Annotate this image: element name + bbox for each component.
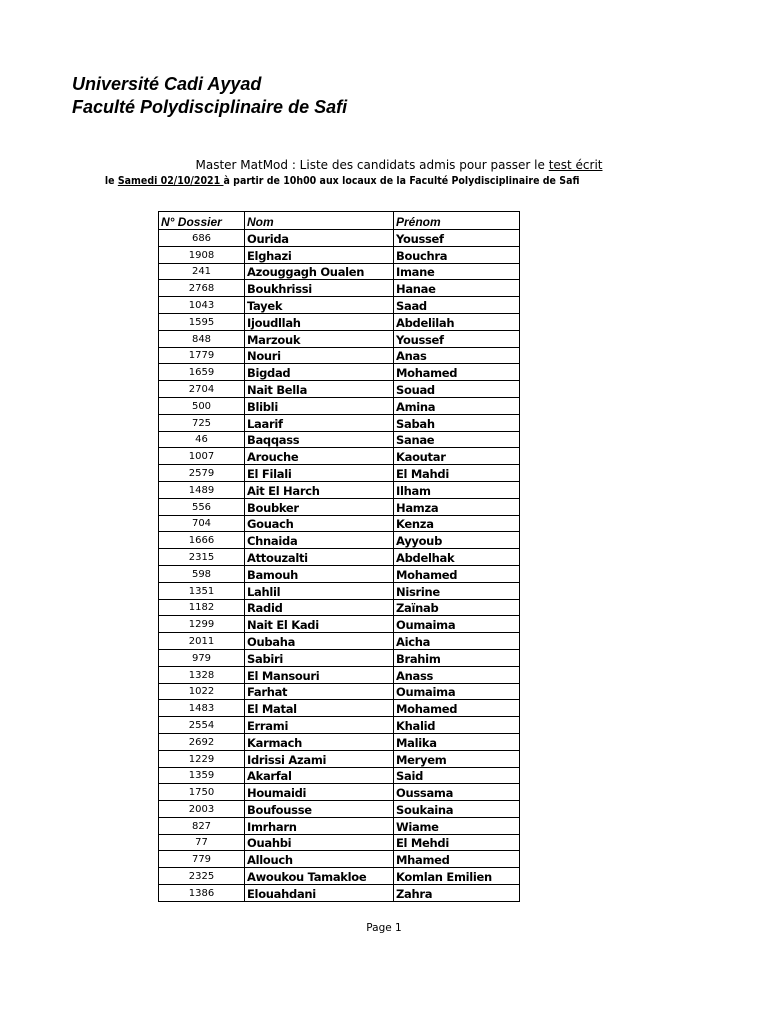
- cell-nom: Karmach: [245, 733, 394, 750]
- cell-nom: Tayek: [245, 297, 394, 314]
- cell-dossier-number: 704: [159, 515, 245, 532]
- cell-dossier-number: 2003: [159, 801, 245, 818]
- cell-dossier-number: 1043: [159, 297, 245, 314]
- cell-dossier-number: 2768: [159, 280, 245, 297]
- cell-prenom: Oussama: [394, 784, 520, 801]
- cell-dossier-number: 556: [159, 498, 245, 515]
- table-row: [159, 515, 520, 532]
- table-row: [159, 767, 520, 784]
- cell-dossier-number: 2315: [159, 549, 245, 566]
- cell-nom: Akarfal: [245, 767, 394, 784]
- cell-prenom: Saad: [394, 297, 520, 314]
- table-row: [159, 481, 520, 498]
- cell-nom: Awoukou Tamakloe: [245, 868, 394, 885]
- table-row: [159, 397, 520, 414]
- cell-dossier-number: 1779: [159, 347, 245, 364]
- cell-dossier-number: 2325: [159, 868, 245, 885]
- cell-nom: Boufousse: [245, 801, 394, 818]
- cell-dossier-number: 848: [159, 330, 245, 347]
- cell-nom: Azouggagh Oualen: [245, 263, 394, 280]
- cell-prenom: Aicha: [394, 633, 520, 650]
- cell-prenom: Anas: [394, 347, 520, 364]
- document-header: [72, 73, 347, 119]
- cell-dossier-number: 2692: [159, 733, 245, 750]
- table-row: [159, 448, 520, 465]
- candidates-table: [158, 211, 520, 902]
- cell-dossier-number: 1489: [159, 481, 245, 498]
- cell-nom: Boukhrissi: [245, 280, 394, 297]
- cell-prenom: Kaoutar: [394, 448, 520, 465]
- column-header-prenom: Prénom: [394, 212, 520, 230]
- cell-prenom: Oumaima: [394, 683, 520, 700]
- cell-nom: Allouch: [245, 851, 394, 868]
- cell-nom: Blibli: [245, 397, 394, 414]
- cell-prenom: Komlan Emilien: [394, 868, 520, 885]
- table-row: [159, 599, 520, 616]
- table-row: [159, 347, 520, 364]
- cell-nom: El Filali: [245, 465, 394, 482]
- cell-nom: Nait El Kadi: [245, 616, 394, 633]
- cell-nom: Arouche: [245, 448, 394, 465]
- cell-dossier-number: 1750: [159, 784, 245, 801]
- cell-nom: Ouahbi: [245, 834, 394, 851]
- cell-prenom: Ayyoub: [394, 532, 520, 549]
- table-row: [159, 532, 520, 549]
- table-row: [159, 313, 520, 330]
- cell-nom: Bigdad: [245, 364, 394, 381]
- notice-title: [0, 158, 768, 172]
- table-row: [159, 801, 520, 818]
- cell-dossier-number: 241: [159, 263, 245, 280]
- table-row: [159, 817, 520, 834]
- cell-nom: Errami: [245, 717, 394, 734]
- cell-dossier-number: 2704: [159, 381, 245, 398]
- table-row: [159, 263, 520, 280]
- notice-exam-type: test écrit: [548, 158, 603, 172]
- table-row: [159, 666, 520, 683]
- cell-prenom: Meryem: [394, 750, 520, 767]
- cell-dossier-number: 1595: [159, 313, 245, 330]
- cell-nom: Attouzalti: [245, 549, 394, 566]
- cell-dossier-number: 1483: [159, 700, 245, 717]
- notice-schedule-prefix: le: [104, 174, 118, 187]
- cell-dossier-number: 2554: [159, 717, 245, 734]
- cell-dossier-number: 2011: [159, 633, 245, 650]
- cell-nom: Bamouh: [245, 565, 394, 582]
- cell-nom: El Matal: [245, 700, 394, 717]
- notice-schedule: [43, 174, 703, 187]
- table-row: [159, 246, 520, 263]
- table-row: [159, 414, 520, 431]
- cell-nom: Lahlil: [245, 582, 394, 599]
- notice-schedule-details: à partir de 10h00 aux locaux de la Faculté Polydisciplinaire de Safi: [223, 174, 580, 187]
- cell-nom: Chnaida: [245, 532, 394, 549]
- cell-nom: Idrissi Azami: [245, 750, 394, 767]
- table-row: [159, 465, 520, 482]
- cell-prenom: Youssef: [394, 230, 520, 247]
- notice-title-text: Master MatMod : Liste des candidats admis pour passer le: [195, 158, 549, 172]
- cell-prenom: Zahra: [394, 885, 520, 902]
- cell-nom: Nait Bella: [245, 381, 394, 398]
- cell-dossier-number: 686: [159, 230, 245, 247]
- table-row: [159, 498, 520, 515]
- cell-prenom: Souad: [394, 381, 520, 398]
- cell-prenom: El Mehdi: [394, 834, 520, 851]
- cell-dossier-number: 1666: [159, 532, 245, 549]
- cell-prenom: Mohamed: [394, 565, 520, 582]
- cell-prenom: El Mahdi: [394, 465, 520, 482]
- cell-prenom: Zaïnab: [394, 599, 520, 616]
- cell-nom: Gouach: [245, 515, 394, 532]
- cell-dossier-number: 827: [159, 817, 245, 834]
- cell-nom: Ait El Harch: [245, 481, 394, 498]
- cell-prenom: Imane: [394, 263, 520, 280]
- cell-prenom: Wiame: [394, 817, 520, 834]
- table-row: [159, 330, 520, 347]
- cell-dossier-number: 1022: [159, 683, 245, 700]
- table-row: [159, 750, 520, 767]
- cell-prenom: Amina: [394, 397, 520, 414]
- cell-nom: Ourida: [245, 230, 394, 247]
- table-row: [159, 851, 520, 868]
- table-body: [159, 230, 520, 902]
- cell-dossier-number: 1386: [159, 885, 245, 902]
- cell-nom: Marzouk: [245, 330, 394, 347]
- notice-exam-date: Samedi 02/10/2021: [117, 174, 224, 187]
- cell-dossier-number: 1908: [159, 246, 245, 263]
- cell-prenom: Oumaima: [394, 616, 520, 633]
- table-row: [159, 885, 520, 902]
- cell-dossier-number: 725: [159, 414, 245, 431]
- cell-prenom: Soukaina: [394, 801, 520, 818]
- table-row: [159, 381, 520, 398]
- cell-nom: Baqqass: [245, 431, 394, 448]
- cell-dossier-number: 1351: [159, 582, 245, 599]
- table-row: [159, 549, 520, 566]
- cell-prenom: Khalid: [394, 717, 520, 734]
- cell-prenom: Youssef: [394, 330, 520, 347]
- table-header-row: [159, 212, 520, 230]
- cell-nom: El Mansouri: [245, 666, 394, 683]
- cell-dossier-number: 779: [159, 851, 245, 868]
- cell-dossier-number: 1182: [159, 599, 245, 616]
- cell-prenom: Abdelhak: [394, 549, 520, 566]
- cell-dossier-number: 77: [159, 834, 245, 851]
- cell-prenom: Anass: [394, 666, 520, 683]
- table-row: [159, 700, 520, 717]
- cell-nom: Farhat: [245, 683, 394, 700]
- cell-nom: Nouri: [245, 347, 394, 364]
- table-row: [159, 616, 520, 633]
- table-row: [159, 230, 520, 247]
- cell-prenom: Mhamed: [394, 851, 520, 868]
- cell-dossier-number: 1007: [159, 448, 245, 465]
- cell-nom: Imrharn: [245, 817, 394, 834]
- cell-dossier-number: 46: [159, 431, 245, 448]
- table-row: [159, 834, 520, 851]
- cell-prenom: Malika: [394, 733, 520, 750]
- table-row: [159, 784, 520, 801]
- cell-prenom: Mohamed: [394, 700, 520, 717]
- table-row: [159, 683, 520, 700]
- cell-prenom: Sabah: [394, 414, 520, 431]
- cell-prenom: Hanae: [394, 280, 520, 297]
- cell-dossier-number: 598: [159, 565, 245, 582]
- table-row: [159, 717, 520, 734]
- faculty-name: Faculté Polydisciplinaire de Safi: [72, 97, 348, 117]
- cell-prenom: Bouchra: [394, 246, 520, 263]
- cell-nom: Elghazi: [245, 246, 394, 263]
- university-name: Université Cadi Ayyad: [72, 74, 262, 94]
- table-row: [159, 431, 520, 448]
- cell-prenom: Kenza: [394, 515, 520, 532]
- cell-prenom: Hamza: [394, 498, 520, 515]
- cell-dossier-number: 979: [159, 649, 245, 666]
- cell-nom: Oubaha: [245, 633, 394, 650]
- table-row: [159, 582, 520, 599]
- table-row: [159, 297, 520, 314]
- table-row: [159, 868, 520, 885]
- cell-nom: Elouahdani: [245, 885, 394, 902]
- table-row: [159, 364, 520, 381]
- cell-prenom: Brahim: [394, 649, 520, 666]
- cell-nom: Houmaidi: [245, 784, 394, 801]
- cell-prenom: Abdelilah: [394, 313, 520, 330]
- cell-prenom: Ilham: [394, 481, 520, 498]
- cell-dossier-number: 1328: [159, 666, 245, 683]
- table-row: [159, 565, 520, 582]
- cell-dossier-number: 500: [159, 397, 245, 414]
- cell-nom: Laarif: [245, 414, 394, 431]
- cell-nom: Boubker: [245, 498, 394, 515]
- table-row: [159, 649, 520, 666]
- cell-nom: Sabiri: [245, 649, 394, 666]
- table-row: [159, 733, 520, 750]
- cell-dossier-number: 2579: [159, 465, 245, 482]
- cell-dossier-number: 1359: [159, 767, 245, 784]
- cell-nom: Ijoudllah: [245, 313, 394, 330]
- cell-dossier-number: 1659: [159, 364, 245, 381]
- column-header-dossier: N° Dossier: [159, 212, 245, 230]
- cell-prenom: Nisrine: [394, 582, 520, 599]
- page-number: Page 1: [366, 922, 402, 934]
- table-row: [159, 280, 520, 297]
- cell-dossier-number: 1299: [159, 616, 245, 633]
- cell-nom: Radid: [245, 599, 394, 616]
- column-header-nom: Nom: [245, 212, 394, 230]
- table-row: [159, 633, 520, 650]
- cell-prenom: Said: [394, 767, 520, 784]
- cell-prenom: Sanae: [394, 431, 520, 448]
- cell-prenom: Mohamed: [394, 364, 520, 381]
- cell-dossier-number: 1229: [159, 750, 245, 767]
